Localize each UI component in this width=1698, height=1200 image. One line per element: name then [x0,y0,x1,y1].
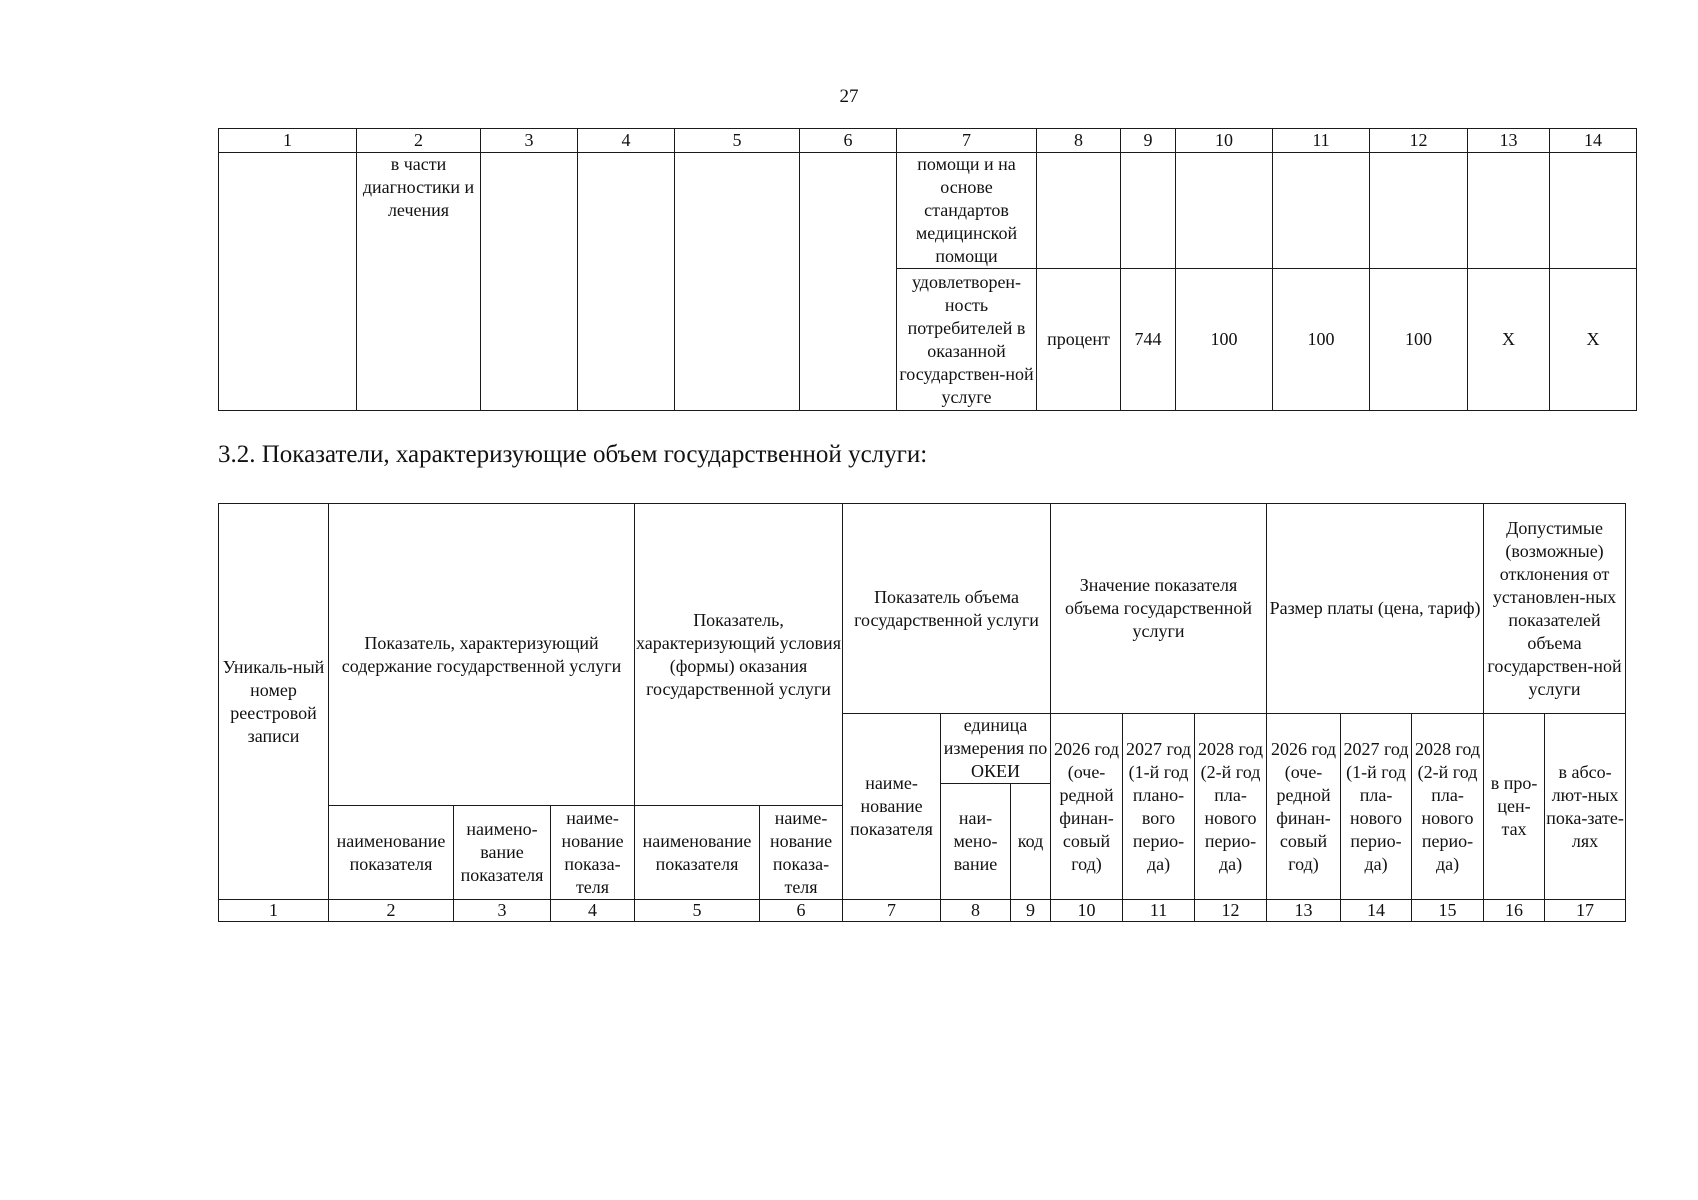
column-number: 8 [1037,129,1121,153]
column-number: 10 [1176,129,1273,153]
indicator-quality-table [218,128,1637,411]
column-number: 1 [219,129,357,153]
column-number: 6 [760,900,843,922]
column-number: 8 [941,900,1011,922]
header-col2: наименование показателя [329,806,454,900]
volume-indicators-table [218,503,1626,922]
header-col3: наимено-вание показателя [454,806,551,900]
column-number: 2 [357,129,481,153]
header-indicator-name: наиме-нование показателя [843,714,941,900]
table-cell [1370,153,1468,269]
code-cell: 744 [1121,269,1176,411]
column-number: 7 [897,129,1037,153]
column-number: 14 [1341,900,1412,922]
header-percent: в про-цен-тах [1484,714,1545,900]
table-cell [578,153,675,411]
column-number: 1 [219,900,329,922]
page-number: 27 [839,86,859,107]
header-year-2028-value: 2028 год (2-й год пла-нового перио-да) [1195,714,1267,900]
header-year-2027-value: 2027 год (1-й год плано-вого перио-да) [1123,714,1195,900]
value-cell: 100 [1370,269,1468,411]
header-year-2026-fee: 2026 год (оче-редной финан-совый год) [1267,714,1341,900]
column-number: 10 [1051,900,1123,922]
table-cell [675,153,800,411]
column-number: 14 [1550,129,1637,153]
column-number: 11 [1123,900,1195,922]
content-cell: в части диагностики и лечения [357,153,481,411]
table-cell [1468,153,1550,269]
deviation-cell: X [1468,269,1550,411]
table-cell [219,153,357,411]
table-cell [800,153,897,411]
header-deviation: Допустимые (возможные) отклонения от установлен-ных показателей объема государствен-ной услуги [1484,504,1626,714]
column-number: 13 [1468,129,1550,153]
header-content-indicator: Показатель, характеризующий содержание государственной услуги [329,504,635,806]
header-unit-okei: единица измерения по ОКЕИ [941,714,1051,784]
header-unique-number: Уникаль-ный номер реестровой записи [219,504,329,900]
header-fee: Размер платы (цена, тариф) [1267,504,1484,714]
column-number: 16 [1484,900,1545,922]
header-unit-code: код [1011,784,1051,900]
column-number: 17 [1545,900,1626,922]
header-indicator-value: Значение показателя объема государственной услуги [1051,504,1267,714]
header-year-2026-value: 2026 год (оче-редной финан-совый год) [1051,714,1123,900]
table-cell [1121,153,1176,269]
header-col5: наименование показателя [635,806,760,900]
unit-cell: процент [1037,269,1121,411]
column-number: 7 [843,900,941,922]
header-volume-indicator: Показатель объема государственной услуги [843,504,1051,714]
header-conditions-indicator: Показатель, характеризующий условия (формы) оказания государственной услуги [635,504,843,806]
section-heading: 3.2. Показатели, характеризующие объем государственной услуги: [218,441,928,468]
header-unit-name: наи-мено-вание [941,784,1011,900]
header-row [219,504,1626,714]
indicator-name-cell: удовлетворен-ность потребителей в оказанной государствен-ной услуге [897,269,1037,411]
column-number-row [219,129,1637,153]
header-col4: наиме-нование показа-теля [551,806,635,900]
column-number: 4 [578,129,675,153]
table-cell [1037,153,1121,269]
header-col6: наиме-нование показа-теля [760,806,843,900]
column-number: 3 [454,900,551,922]
indicator-name-cell: помощи и на основе стандартов медицинской помощи [897,153,1037,269]
column-number: 15 [1412,900,1484,922]
value-cell: 100 [1176,269,1273,411]
column-number: 6 [800,129,897,153]
column-number: 9 [1121,129,1176,153]
column-number: 5 [635,900,760,922]
table-cell [1176,153,1273,269]
table-cell [481,153,578,411]
column-number: 4 [551,900,635,922]
table-cell [1273,153,1370,269]
table-cell [1550,153,1637,269]
column-number: 13 [1267,900,1341,922]
column-number: 11 [1273,129,1370,153]
column-number: 12 [1195,900,1267,922]
column-number: 2 [329,900,454,922]
header-absolute: в абсо-лют-ных пока-зате-лях [1545,714,1626,900]
value-cell: 100 [1273,269,1370,411]
header-year-2027-fee: 2027 год (1-й год пла-нового перио-да) [1341,714,1412,900]
column-number: 5 [675,129,800,153]
header-year-2028-fee: 2028 год (2-й год пла-нового перио-да) [1412,714,1484,900]
column-number: 12 [1370,129,1468,153]
column-number: 3 [481,129,578,153]
table-row [219,153,1637,269]
column-number-row [219,900,1626,922]
column-number: 9 [1011,900,1051,922]
deviation-cell: X [1550,269,1637,411]
